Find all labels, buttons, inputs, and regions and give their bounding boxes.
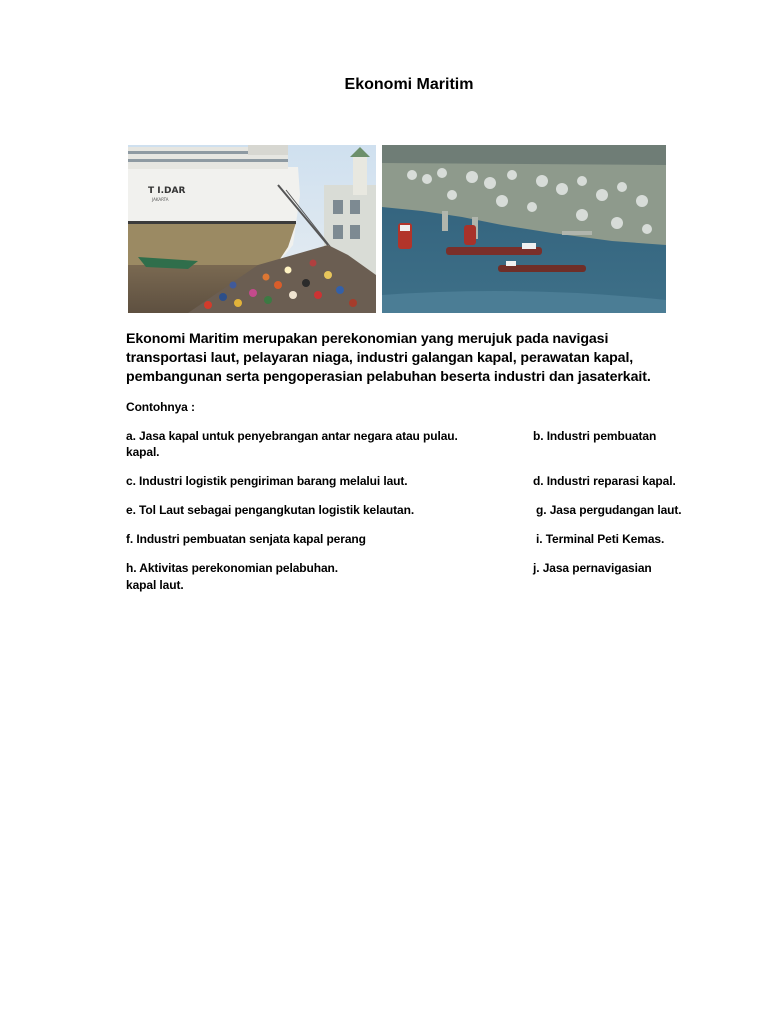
example-item-d: d. Industri reparasi kapal. — [533, 474, 676, 488]
example-item-c: c. Industri logistik pengiriman barang melalui laut. — [126, 474, 408, 488]
ship-name-text: T I.DAR — [148, 186, 186, 196]
intro-line: transportasi laut, pelayaran niaga, industri galangan kapal, perawatan kapal, — [126, 350, 634, 366]
example-item-e: e. Tol Laut sebagai pengangkutan logistik kelautan. — [126, 503, 415, 517]
example-item-h: h. Aktivitas perekonomian pelabuhan. — [126, 561, 339, 575]
intro-paragraph — [126, 330, 706, 387]
example-item-g: g. Jasa pergudangan laut. — [536, 503, 682, 517]
document-title: Ekonomi Maritim — [344, 76, 474, 93]
examples-heading: Contohnya : — [126, 400, 195, 414]
example-item-j-continued: kapal laut. — [126, 578, 184, 592]
industrial-port-photo — [382, 145, 666, 313]
example-item-j: j. Jasa pernavigasian — [533, 561, 652, 575]
ship-port-photo — [128, 145, 376, 313]
intro-line: Ekonomi Maritim merupakan perekonomian yang merujuk pada navigasi — [126, 331, 609, 347]
intro-line: pembangunan serta pengoperasian pelabuhan beserta industri dan jasaterkait. — [126, 369, 651, 385]
example-item-f: f. Industri pembuatan senjata kapal perang — [126, 532, 366, 546]
example-item-b: b. Industri pembuatan — [533, 429, 657, 443]
example-item-a: a. Jasa kapal untuk penyebrangan antar negara atau pulau. — [126, 429, 458, 443]
ship-port-text: JAKARTA — [152, 197, 169, 202]
example-item-b-continued: kapal. — [126, 445, 160, 459]
example-item-i: i. Terminal Peti Kemas. — [536, 532, 665, 546]
